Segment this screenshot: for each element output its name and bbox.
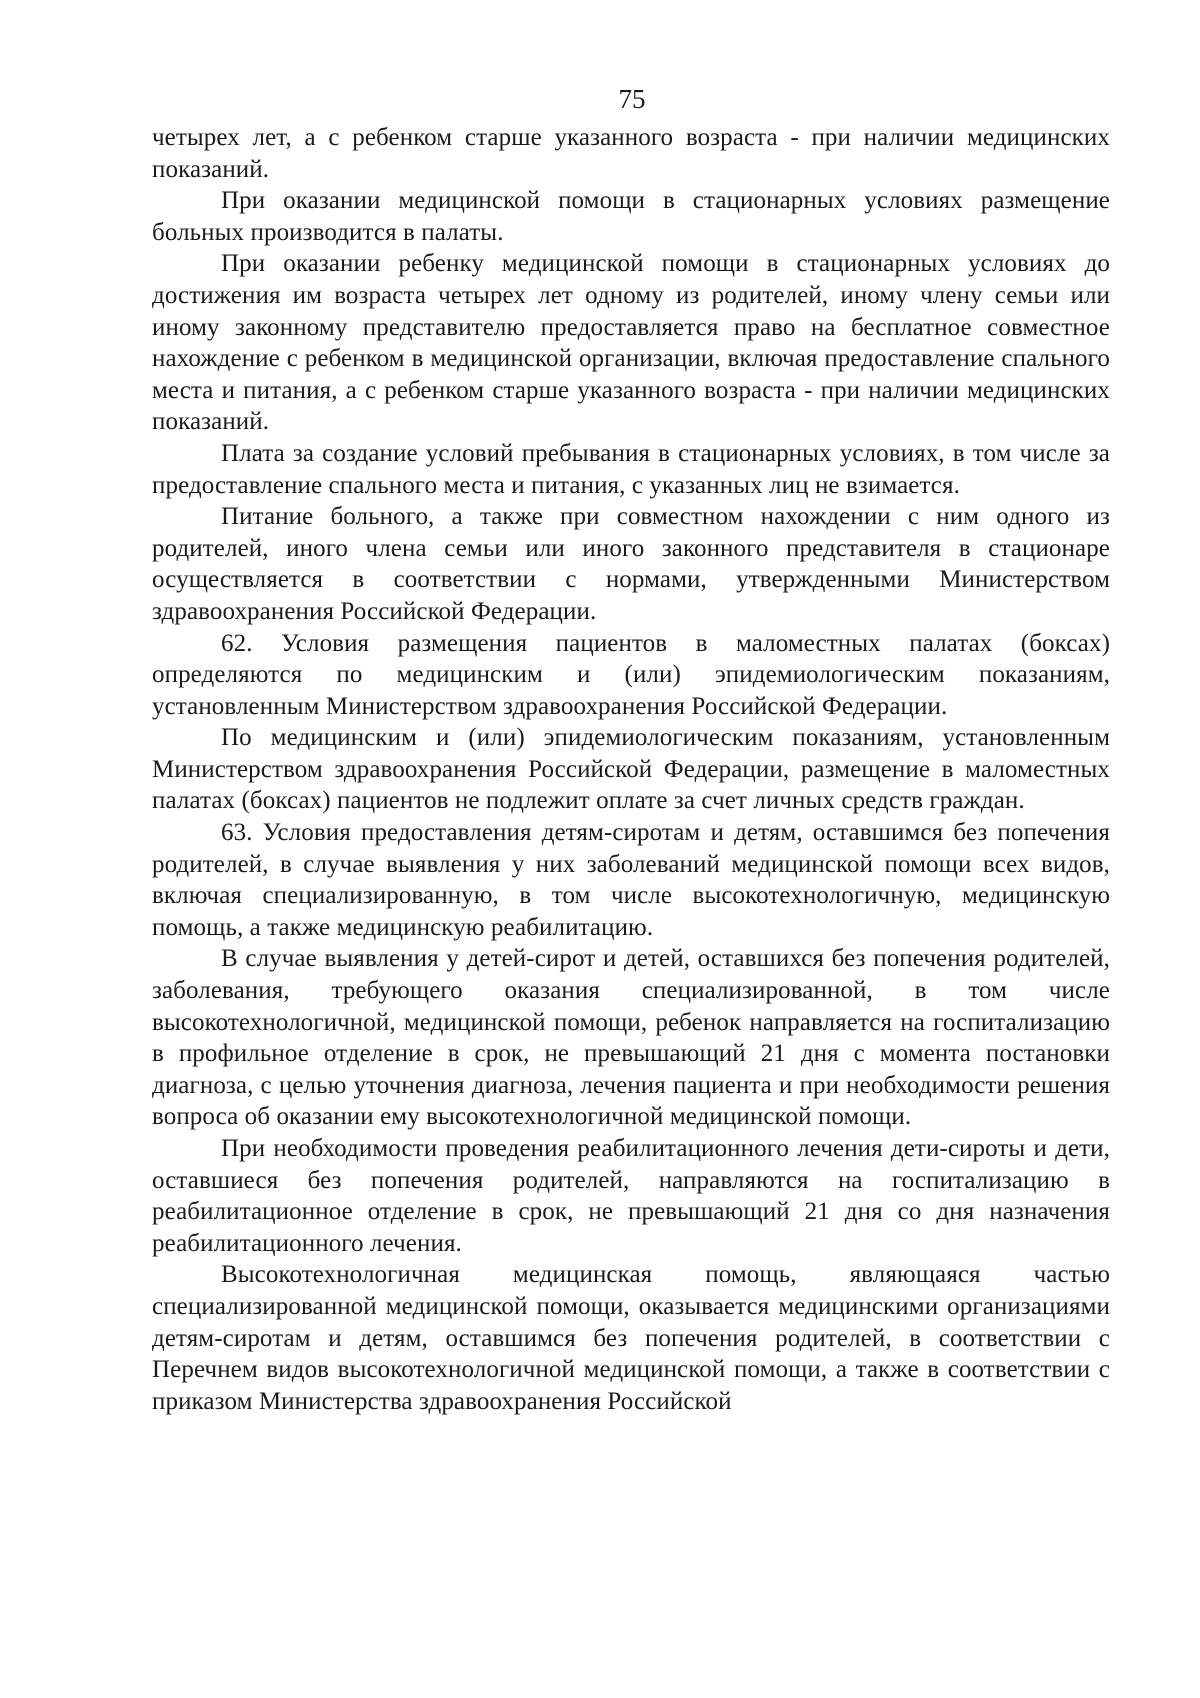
paragraph: Высокотехнологичная медицинская помощь, являющаяся частью специализированной медицинской помощи, оказывается медицинскими организациями детям-сиротам и детям, оставшимся без попечения родителей, в соответствии с Перечнем видов высокотехнологичной медицинской помощи, а также в соответствии с приказом Министерства здравоохранения Российской bbox=[152, 1261, 1110, 1415]
paragraph: четырех лет, а с ребенком старше указанного возраста - при наличии медицинских показаний. bbox=[152, 124, 1110, 183]
paragraph: 62. Условия размещения пациентов в маломестных палатах (боксах) определяются по медицинским и (или) эпидемиологическим показаниям, установленным Министерством здравоохранения Российской Федерации. bbox=[152, 629, 1110, 720]
document-body bbox=[152, 122, 1110, 1417]
paragraph: Питание больного, а также при совместном нахождении с ним одного из родителей, иного члена семьи или иного законного представителя в стационаре осуществляется в соответствии с нормами, утвержденными Министерством здравоохранения Российской Федерации. bbox=[152, 503, 1110, 625]
paragraph: При оказании медицинской помощи в стационарных условиях размещение больных производится в палаты. bbox=[152, 187, 1110, 246]
paragraph: В случае выявления у детей-сирот и детей, оставшихся без попечения родителей, заболевания, требующего оказания специализированной, в том числе высокотехнологичной, медицинской помощи, ребенок направляется на госпитализацию в профильное отделение в срок, не превышающий 21 дня с момента постановки диагноза, с целью уточнения диагноза, лечения пациента и при необходимости решения вопроса об оказании ему высокотехнологичной медицинской помощи. bbox=[152, 945, 1110, 1131]
paragraph: 63. Условия предоставления детям-сиротам и детям, оставшимся без попечения родителей, в случае выявления у них заболеваний медицинской помощи всех видов, включая специализированную, в том числе высокотехнологичную, медицинскую помощь, а также медицинскую реабилитацию. bbox=[152, 819, 1110, 941]
paragraph: При оказании ребенку медицинской помощи в стационарных условиях до достижения им возраста четырех лет одному из родителей, иному члену семьи или иному законному представителю предоставляется право на бесплатное совместное нахождение с ребенком в медицинской организации, включая предоставление спального места и питания, а с ребенком старше указанного возраста - при наличии медицинских показаний. bbox=[152, 250, 1110, 436]
paragraph: При необходимости проведения реабилитационного лечения дети-сироты и дети, оставшиеся без попечения родителей, направляются на госпитализацию в реабилитационное отделение в срок, не превышающий 21 дня со дня назначения реабилитационного лечения. bbox=[152, 1135, 1110, 1257]
paragraph: Плата за создание условий пребывания в стационарных условиях, в том числе за предоставление спального места и питания, с указанных лиц не взимается. bbox=[152, 439, 1110, 499]
paragraph: По медицинским и (или) эпидемиологическим показаниям, установленным Министерством здравоохранения Российской Федерации, размещение в маломестных палатах (боксах) пациентов не подлежит оплате за счет личных средств граждан. bbox=[152, 724, 1110, 815]
page-number: 75 bbox=[618, 84, 646, 114]
